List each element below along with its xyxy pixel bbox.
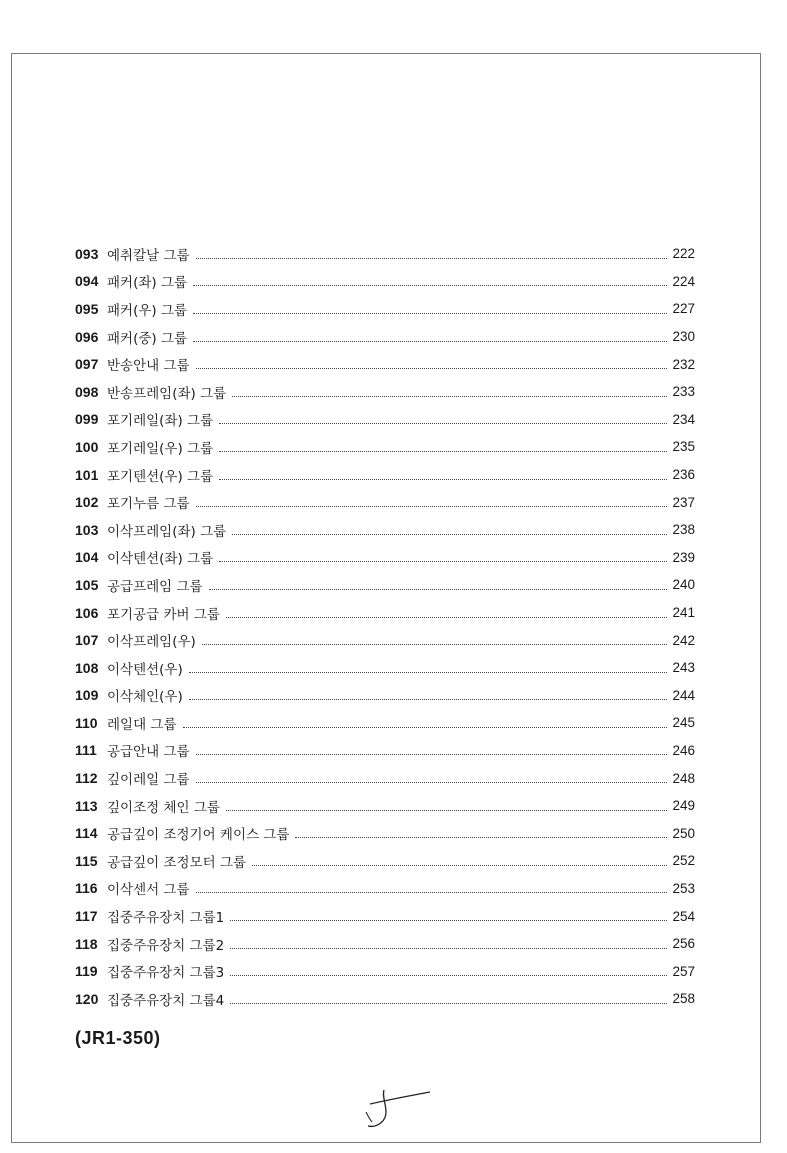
- toc-entry-title: 패커(좌) 그룹: [107, 275, 188, 292]
- toc-entry-title: 공급깊이 조정기어 케이스 그룹: [107, 827, 290, 844]
- dot-leader: [196, 257, 667, 259]
- toc-entry: [75, 268, 695, 296]
- toc-entry-title: 패커(중) 그룹: [107, 330, 188, 347]
- toc-entry-title: 이삭체인(우): [107, 689, 183, 706]
- toc-entry: [75, 654, 695, 682]
- dot-leader: [230, 1002, 667, 1004]
- dot-leader: [232, 395, 667, 397]
- toc-entry-page: 246: [672, 742, 695, 758]
- toc-entry-page: 257: [672, 963, 695, 979]
- dot-leader: [196, 505, 667, 507]
- toc-entry: [75, 682, 695, 710]
- toc-entry: [75, 847, 695, 875]
- dot-leader: [196, 367, 667, 369]
- dot-leader: [226, 616, 667, 618]
- toc-entry-page: 227: [672, 301, 695, 317]
- toc-entry-title: 공급안내 그룹: [107, 744, 190, 761]
- dot-leader: [183, 726, 668, 728]
- toc-entry-number: 097: [75, 356, 99, 373]
- toc-entry-title: 포기공급 카버 그룹: [107, 606, 220, 623]
- toc-entry: [75, 240, 695, 268]
- dot-leader: [219, 422, 667, 424]
- toc-entry-number: 100: [75, 438, 99, 455]
- toc-entry-page: 244: [672, 687, 695, 703]
- dot-leader: [193, 312, 667, 314]
- toc-entry-number: 109: [75, 687, 99, 704]
- toc-entry: [75, 378, 695, 406]
- toc-entry-title: 깊이레일 그룹: [107, 772, 190, 789]
- toc-entry-page: 239: [672, 549, 695, 565]
- toc-entry: [75, 709, 695, 737]
- toc-entry-number: 093: [75, 245, 99, 262]
- toc-entry-page: 252: [672, 853, 695, 869]
- dot-leader: [295, 836, 667, 838]
- toc-entry-title: 공급깊이 조정모터 그룹: [107, 854, 246, 871]
- toc-entry-title: 포기텐션(우) 그룹: [107, 468, 214, 485]
- dot-leader: [230, 974, 667, 976]
- toc-entry-title: 반송안내 그룹: [107, 358, 190, 375]
- toc-entry-page: 235: [672, 439, 695, 455]
- toc-entry-page: 230: [672, 329, 695, 345]
- toc-entry-number: 108: [75, 659, 99, 676]
- toc-entry: [75, 599, 695, 627]
- dot-leader: [219, 450, 667, 452]
- toc-entry-number: 105: [75, 576, 99, 593]
- toc-entry-page: 243: [672, 660, 695, 676]
- toc-entry-page: 241: [672, 605, 695, 621]
- dot-leader: [209, 588, 667, 590]
- dot-leader: [219, 478, 667, 480]
- toc-entry-number: 116: [75, 880, 98, 897]
- toc-entry-title: 포기레일(좌) 그룹: [107, 413, 214, 430]
- model-code: (JR1-350): [75, 1028, 161, 1048]
- dot-leader: [196, 753, 667, 755]
- toc-entry-number: 112: [75, 770, 98, 787]
- toc-entry-number: 117: [75, 908, 98, 925]
- dot-leader: [230, 919, 667, 921]
- table-of-contents: [75, 240, 695, 1013]
- toc-entry-title: 이삭프레임(좌) 그룹: [107, 523, 227, 540]
- toc-entry: [75, 819, 695, 847]
- toc-entry-number: 118: [75, 935, 98, 952]
- toc-entry-page: 253: [672, 880, 695, 896]
- toc-entry-title: 이삭텐션(좌) 그룹: [107, 551, 214, 568]
- toc-entry: [75, 488, 695, 516]
- dot-leader: [252, 864, 667, 866]
- dot-leader: [193, 340, 667, 342]
- toc-entry-number: 106: [75, 604, 99, 621]
- toc-entry-number: 101: [75, 466, 99, 483]
- toc-entry-number: 104: [75, 549, 99, 566]
- toc-entry-number: 102: [75, 494, 99, 511]
- toc-entry: [75, 737, 695, 765]
- toc-entry-page: 238: [672, 522, 695, 538]
- dot-leader: [219, 560, 667, 562]
- toc-entry-page: 222: [672, 246, 695, 262]
- toc-entry: [75, 957, 695, 985]
- dot-leader: [193, 284, 667, 286]
- toc-entry-title: 반송프레임(좌) 그룹: [107, 385, 227, 402]
- toc-entry-title: 이삭프레임(우): [107, 634, 196, 651]
- toc-entry: [75, 571, 695, 599]
- toc-entry-title: 레일대 그룹: [107, 716, 177, 733]
- toc-entry-page: 258: [672, 991, 695, 1007]
- toc-entry: [75, 875, 695, 903]
- toc-entry-page: 256: [672, 936, 695, 952]
- toc-entry-number: 110: [75, 714, 98, 731]
- toc-entry: [75, 764, 695, 792]
- toc-entry: [75, 433, 695, 461]
- dot-leader: [230, 947, 667, 949]
- toc-entry-number: 094: [75, 273, 99, 290]
- toc-entry-number: 107: [75, 632, 99, 649]
- toc-entry-page: 245: [672, 715, 695, 731]
- dot-leader: [189, 671, 667, 673]
- toc-entry-title: 집중주유장치 그룹2: [107, 937, 225, 954]
- toc-entry-title: 포기누름 그룹: [107, 496, 190, 513]
- toc-entry: [75, 323, 695, 351]
- toc-entry-page: 254: [672, 908, 695, 924]
- toc-entry-number: 115: [75, 852, 98, 869]
- toc-entry-title: 집중주유장치 그룹4: [107, 992, 225, 1009]
- toc-entry-page: 236: [672, 467, 695, 483]
- toc-entry-page: 242: [672, 632, 695, 648]
- handwritten-signature: [362, 1082, 434, 1132]
- toc-entry: [75, 930, 695, 958]
- toc-entry-title: 이삭텐션(우): [107, 661, 183, 678]
- toc-entry-number: 103: [75, 521, 99, 538]
- toc-entry: [75, 295, 695, 323]
- toc-entry-title: 포기레일(우) 그룹: [107, 440, 214, 457]
- toc-entry-page: 240: [672, 577, 695, 593]
- toc-entry: [75, 626, 695, 654]
- toc-entry: [75, 792, 695, 820]
- toc-entry-title: 이삭센서 그룹: [107, 882, 190, 899]
- toc-entry: [75, 902, 695, 930]
- toc-entry-page: 250: [672, 825, 695, 841]
- toc-entry-title: 패커(우) 그룹: [107, 302, 188, 319]
- toc-entry-number: 099: [75, 411, 99, 428]
- toc-entry-page: 237: [672, 494, 695, 510]
- dot-leader: [202, 643, 667, 645]
- toc-entry: [75, 350, 695, 378]
- toc-entry: [75, 544, 695, 572]
- toc-entry: [75, 985, 695, 1013]
- toc-entry-number: 095: [75, 300, 99, 317]
- toc-entry-title: 공급프레임 그룹: [107, 578, 203, 595]
- toc-entry-number: 113: [75, 797, 98, 814]
- toc-entry-number: 098: [75, 383, 99, 400]
- toc-entry-number: 114: [75, 825, 98, 842]
- toc-entry: [75, 406, 695, 434]
- toc-entry-page: 249: [672, 798, 695, 814]
- toc-entry-number: 120: [75, 990, 99, 1007]
- toc-entry: [75, 461, 695, 489]
- toc-entry-page: 232: [672, 356, 695, 372]
- toc-entry-number: 111: [75, 742, 97, 759]
- toc-entry-title: 집중주유장치 그룹3: [107, 965, 225, 982]
- toc-entry-page: 233: [672, 384, 695, 400]
- dot-leader: [196, 781, 667, 783]
- toc-entry-title: 집중주유장치 그룹1: [107, 910, 225, 927]
- toc-entry-number: 119: [75, 963, 98, 980]
- dot-leader: [189, 698, 667, 700]
- toc-entry-page: 224: [672, 273, 695, 289]
- toc-entry-number: 096: [75, 328, 99, 345]
- toc-entry-title: 깊이조정 체인 그룹: [107, 799, 220, 816]
- dot-leader: [232, 533, 667, 535]
- toc-entry-page: 248: [672, 770, 695, 786]
- dot-leader: [226, 809, 667, 811]
- toc-entry: [75, 516, 695, 544]
- toc-entry-page: 234: [672, 411, 695, 427]
- dot-leader: [196, 891, 667, 893]
- toc-entry-title: 예취칼날 그룹: [107, 247, 190, 264]
